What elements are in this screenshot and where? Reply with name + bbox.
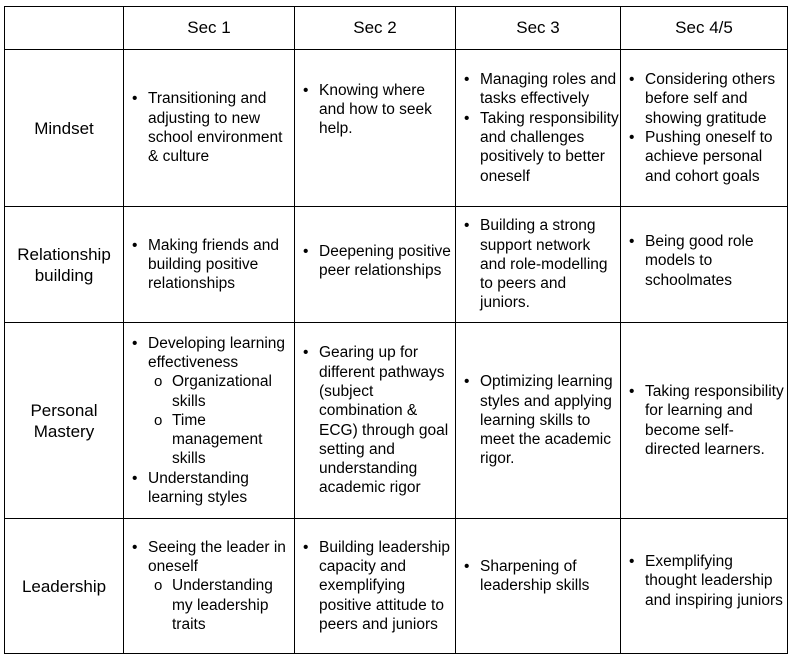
- row-label-leadership: Leadership: [5, 519, 124, 654]
- sub-list-item: o Understanding my leadership traits: [148, 576, 294, 634]
- column-header-sec2: Sec 2: [295, 7, 456, 50]
- list-item: • Deepening positive peer relationships: [295, 242, 455, 281]
- list-item: • Optimizing learning styles and applying learning skills to meet the academic rigor.: [456, 372, 620, 468]
- cell-leadership-sec45: [621, 519, 788, 654]
- cell-mindset-sec45: [621, 50, 788, 207]
- list-item: • Developing learning effectiveness o Organizational skills o Time management skills: [124, 334, 294, 469]
- cell-mastery-sec1: [124, 323, 295, 519]
- row-leadership: [5, 519, 788, 654]
- list-item: • Gearing up for different pathways (subject combination & ECG) through goal setting and understanding academic rigor: [295, 343, 455, 497]
- cell-mindset-sec1: [124, 50, 295, 207]
- cell-relationship-sec1: [124, 207, 295, 323]
- cell-mindset-sec2: [295, 50, 456, 207]
- cell-leadership-sec3: [456, 519, 621, 654]
- list-item: • Making friends and building positive relationships: [124, 236, 294, 294]
- cell-mindset-sec3: [456, 50, 621, 207]
- corner-cell: [5, 7, 124, 50]
- cell-relationship-sec45: [621, 207, 788, 323]
- list-item: • Taking responsibility for learning and become self-directed learners.: [621, 382, 787, 459]
- list-item: • Transitioning and adjusting to new school environment & culture: [124, 89, 294, 166]
- list-item: • Managing roles and tasks effectively: [456, 70, 620, 109]
- list-item: • Knowing where and how to seek help.: [295, 81, 455, 139]
- column-header-sec1: Sec 1: [124, 7, 295, 50]
- row-label-relationship-building: Relationship building: [5, 207, 124, 323]
- student-development-table: [4, 6, 788, 654]
- cell-mastery-sec2: [295, 323, 456, 519]
- row-relationship-building: [5, 207, 788, 323]
- row-mindset: [5, 50, 788, 207]
- list-item: • Considering others before self and showing gratitude: [621, 70, 787, 128]
- list-item: • Being good role models to schoolmates: [621, 232, 787, 290]
- cell-leadership-sec2: [295, 519, 456, 654]
- row-label-personal-mastery: Personal Mastery: [5, 323, 124, 519]
- header-row: [5, 7, 788, 50]
- list-item: • Building a strong support network and role-modelling to peers and juniors.: [456, 216, 620, 312]
- cell-mastery-sec45: [621, 323, 788, 519]
- cell-relationship-sec2: [295, 207, 456, 323]
- column-header-sec3: Sec 3: [456, 7, 621, 50]
- list-item: • Building leadership capacity and exemplifying positive attitude to peers and juniors: [295, 538, 455, 634]
- sub-list-item: o Time management skills: [148, 411, 294, 469]
- column-header-sec45: Sec 4/5: [621, 7, 788, 50]
- cell-leadership-sec1: [124, 519, 295, 654]
- list-item: • Understanding learning styles: [124, 469, 294, 508]
- cell-relationship-sec3: [456, 207, 621, 323]
- row-label-mindset: Mindset: [5, 50, 124, 207]
- list-item: • Sharpening of leadership skills: [456, 557, 620, 596]
- list-item: • Seeing the leader in oneself o Understanding my leadership traits: [124, 538, 294, 634]
- sub-list-item: o Organizational skills: [148, 372, 294, 411]
- cell-mastery-sec3: [456, 323, 621, 519]
- row-personal-mastery: [5, 323, 788, 519]
- list-item: • Taking responsibility and challenges positively to better oneself: [456, 109, 620, 186]
- list-item: • Exemplifying thought leadership and inspiring juniors: [621, 552, 787, 610]
- list-item: • Pushing oneself to achieve personal and cohort goals: [621, 128, 787, 186]
